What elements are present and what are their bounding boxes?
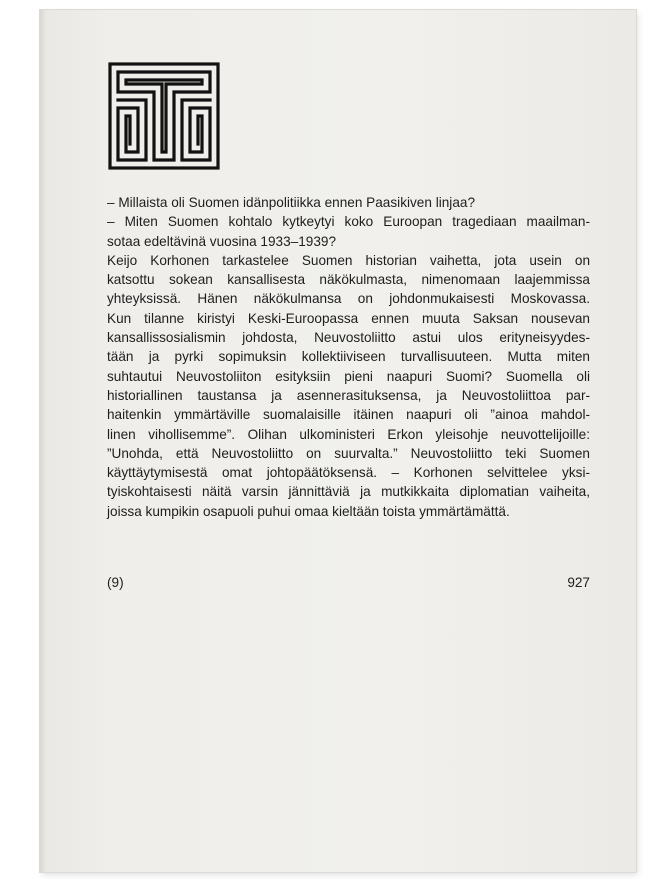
blurb-line: katsottu sokean kansallisesta näkökulmasta, nimenomaan laajemmissa	[107, 272, 590, 288]
blurb-line: yhteyksissä. Hänen näkökulmansa on johdonmukaisesti Moskovassa.	[107, 291, 590, 307]
series-number: (9)	[107, 575, 124, 590]
blurb-line: historiallinen taustansa ja asennerasituksensa, ja Neuvostoliittoa par-	[107, 387, 590, 403]
blurb-line: – Millaista oli Suomen idänpolitiikka ennen Paasikiven linjaa?	[107, 195, 476, 210]
blurb-line: sotaa edeltävinä vuosina 1933–1939?	[107, 233, 337, 249]
book-number: 927	[567, 575, 590, 590]
blurb-line: – Miten Suomen kohtalo kytkeytyi koko Euroopan tragediaan maailman-	[107, 214, 590, 230]
blurb-line: linen vihollisemme”. Olihan ulkoministeri Erkon yleisohje neuvottelijoille:	[107, 426, 590, 442]
blurb-line: käyttäytymisestä omat johtopäätöksensä. – Korhonen selvittelee yksi-	[107, 465, 590, 481]
blurb-line: ”Unohda, että Neuvostoliitto on suurvalta.” Neuvostoliitto teki Suomen	[107, 445, 590, 461]
meander-t-logo-icon	[108, 62, 220, 170]
book-spine-edge	[40, 10, 46, 872]
blurb-line: suhtautui Neuvostoliiton esityksiin pieni naapuri Suomi? Suomella oli	[107, 368, 590, 384]
book-back-cover	[40, 10, 636, 872]
blurb-line: haitenkin ymmärtäville suomalaisille itäinen naapuri oli ”ainoa mahdol-	[107, 407, 590, 423]
blurb-line: Kun tilanne kiristyi Keski-Euroopassa ennen muuta Saksan nousevan	[107, 310, 590, 326]
blurb-line: kansallissosialismin johdosta, Neuvostoliitto astui ulos erityneisyydes-	[107, 330, 590, 346]
blurb-line: tään ja pyrki sopimuksin kollektiiviseen turvallisuuteen. Mutta miten	[107, 349, 590, 365]
blurb-line: joissa kumpikin osapuoli puhui omaa kieltään toista ymmärtämättä.	[107, 503, 510, 519]
blurb-text	[107, 193, 590, 521]
blurb-line: tyiskohtaisesti näitä varsin jännittäviä ja mutkikkaita diplomatian vaiheita,	[107, 484, 590, 500]
blurb-line: Keijo Korhonen tarkastelee Suomen historian vaihetta, jota usein on	[107, 252, 590, 268]
